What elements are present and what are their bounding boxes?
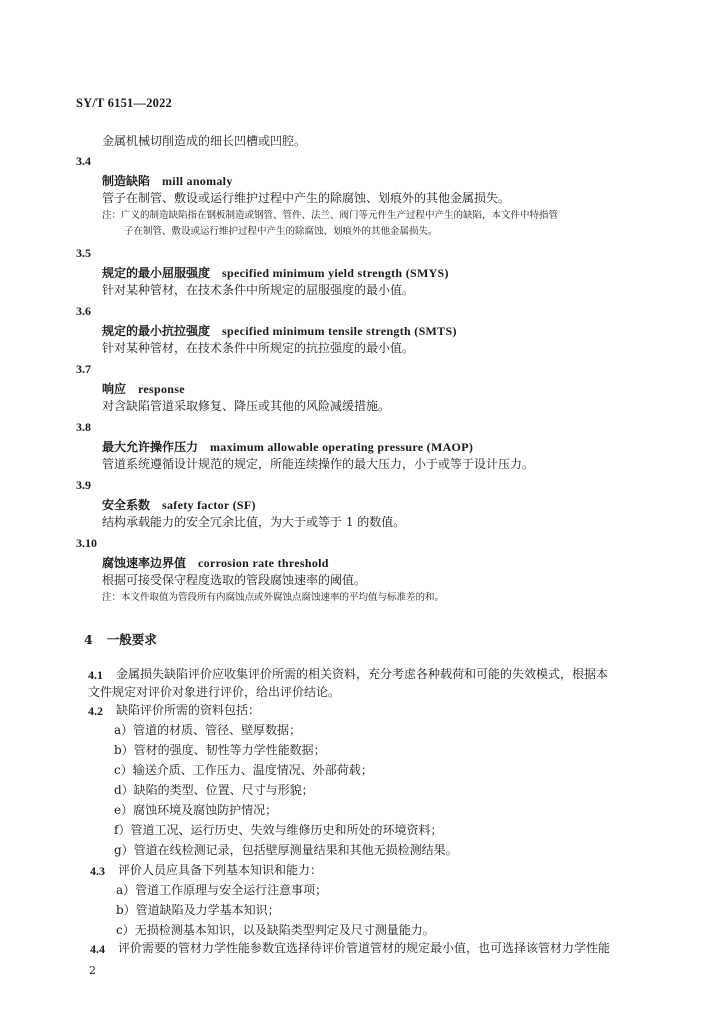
term-en: specified minimum yield strength (SMYS) (222, 266, 449, 280)
list-item: a）管道工作原理与安全运行注意事项； (116, 883, 328, 897)
term-heading (102, 438, 473, 455)
section-number: 4 (84, 632, 93, 647)
term-zh: 安全系数 (102, 498, 151, 512)
term-heading (102, 172, 233, 189)
document-header: SY/T 6151—2022 (76, 96, 172, 110)
term-number: 3.8 (76, 420, 91, 434)
term-number: 3.7 (76, 362, 91, 376)
term-zh: 规定的最小抗拉强度 (102, 324, 211, 338)
term-number: 3.5 (76, 246, 91, 260)
term-definition: 根据可接受保守程度选取的管段腐蚀速率的阈值。 (102, 573, 367, 587)
list-item: b）管材的强度、韧性等力学性能数据； (114, 743, 326, 757)
clause-text: 评价人员应具备下列基本知识和能力： (118, 863, 323, 877)
list-item: b）管道缺陷及力学基本知识； (116, 903, 280, 917)
term-heading (102, 496, 256, 513)
list-item: a）管道的材质、管径、壁厚数据； (114, 723, 302, 737)
clause-number: 4.3 (90, 864, 105, 878)
clause-number: 4.4 (90, 942, 105, 956)
term-number: 3.6 (76, 304, 91, 318)
term-definition: 针对某种管材，在技术条件中所规定的屈服强度的最小值。 (102, 283, 415, 297)
term-en: response (138, 382, 185, 396)
term-zh: 规定的最小屈服强度 (102, 266, 211, 280)
term-zh: 腐蚀速率边界值 (102, 556, 187, 570)
clause-text: 评价需要的管材力学性能参数宜选择待评价管道管材的规定最小值，也可选择该管材力学性能 (118, 941, 611, 955)
term-en: corrosion rate threshold (198, 556, 329, 570)
term-zh: 最大允许操作压力 (102, 440, 199, 454)
term-zh: 制造缺陷 (102, 174, 151, 188)
term-number: 3.4 (76, 154, 91, 168)
term-en: specified minimum tensile strength (SMTS) (222, 324, 457, 338)
clause-number: 4.1 (88, 668, 103, 682)
list-item: c）无损检测基本知识，以及缺陷类型判定及尺寸测量能力。 (116, 923, 435, 937)
continuation-text: 金属机械切削造成的细长凹槽或凹腔。 (102, 134, 307, 148)
term-number: 3.10 (76, 536, 97, 550)
section-title: 一般要求 (106, 632, 157, 647)
list-item: c）输送介质、工作压力、温度情况、外部荷载； (114, 763, 373, 777)
term-en: safety factor (SF) (162, 498, 256, 512)
list-item: e）腐蚀环境及腐蚀防护情况； (114, 803, 278, 817)
term-definition: 针对某种管材，在技术条件中所规定的抗拉强度的最小值。 (102, 341, 415, 355)
term-heading (102, 322, 457, 339)
list-item: d）缺陷的类型、位置、尺寸与形貌； (114, 783, 314, 797)
term-note: 注：广义的制造缺陷指在钢板制造或钢管、管件、法兰、阀门等元件生产过程中产生的缺陷，本文件中特指管 (102, 210, 559, 221)
list-item: f）管道工况、运行历史、失效与维修历史和所处的环境资料； (114, 823, 443, 837)
term-zh: 响应 (102, 382, 127, 396)
term-en: maximum allowable operating pressure (MAOP) (210, 440, 474, 454)
term-definition: 结构承载能力的安全冗余比值，为大于或等于 1 的数值。 (102, 515, 406, 529)
clause-text-cont: 文件规定对评价对象进行评价，给出评价结论。 (88, 685, 341, 699)
clause-text: 缺陷评价所需的资料包括： (116, 703, 261, 717)
term-definition: 管道系统遵循设计规范的规定，所能连续操作的最大压力，小于或等于设计压力。 (102, 457, 535, 471)
term-heading (102, 554, 329, 571)
list-item: g）管道在线检测记录，包括壁厚测量结果和其他无损检测结果。 (114, 843, 458, 857)
term-definition: 对含缺陷管道采取修复、降压或其他的风险减缓措施。 (102, 399, 391, 413)
term-heading (102, 264, 449, 281)
clause-text: 金属损失缺陷评价应收集评价所需的相关资料，充分考虑各种载荷和可能的失效模式，根据本 (116, 667, 609, 681)
clause-number: 4.2 (88, 704, 103, 718)
term-definition: 管子在制管、敷设或运行维护过程中产生的除腐蚀、划痕外的其他金属损失。 (102, 191, 511, 205)
term-en: mill anomaly (162, 174, 233, 188)
term-note: 注：本文件取值为管段所有内腐蚀点或外腐蚀点腐蚀速率的平均值与标准差的和。 (102, 592, 445, 603)
term-heading (102, 380, 185, 397)
page-number: 2 (89, 964, 96, 977)
section-heading (84, 630, 157, 648)
term-note-cont: 子在制管、敷设或运行维护过程中产生的除腐蚀、划痕外的其他金属损失。 (124, 226, 438, 237)
term-number: 3.9 (76, 478, 91, 492)
